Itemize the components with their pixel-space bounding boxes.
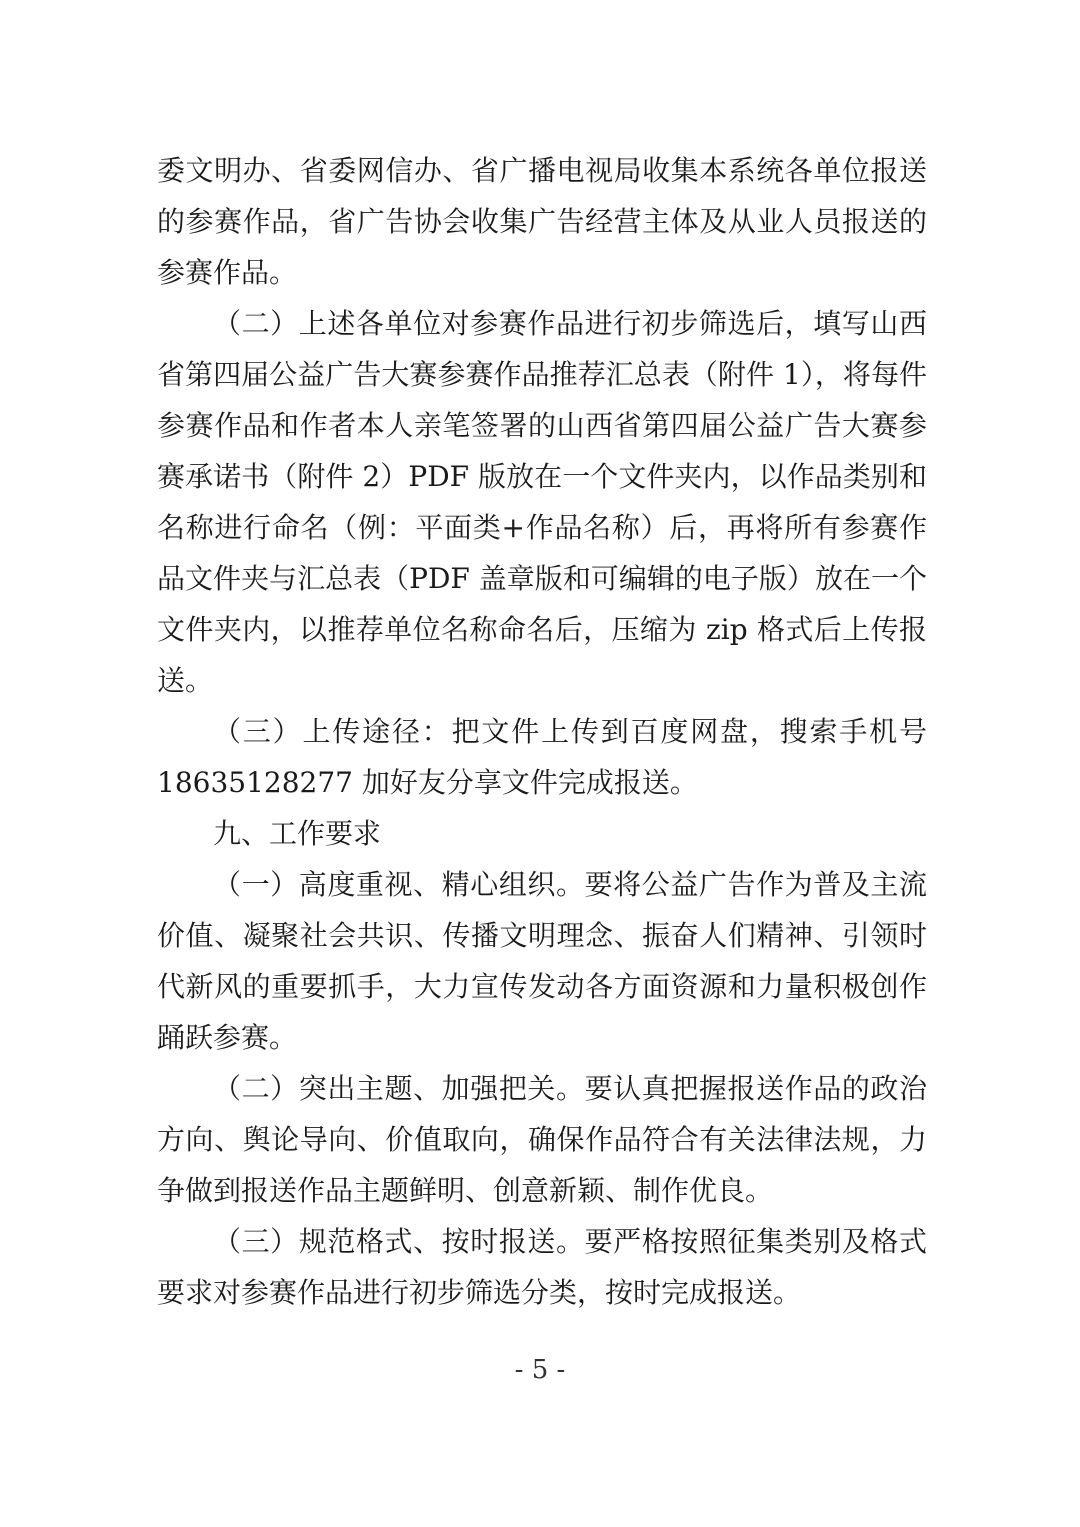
section-heading-work-requirements: 九、工作要求 <box>213 817 382 850</box>
paragraph-requirement-1: （一）高度重视、精心组织。要将公益广告作为普及主流价值、凝聚社会共识、传播文明理念、振奋人们精神、引领时代新风的重要抓手，大力宣传发动各方面资源和力量积极创作踊跃参赛。 <box>157 868 927 1054</box>
document-body <box>157 145 927 1318</box>
paragraph-requirement-2: （二）突出主题、加强把关。要认真把握报送作品的政治方向、舆论导向、价值取向，确保作品符合有关法律法规，力争做到报送作品主题鲜明、创意新颖、制作优良。 <box>157 1072 927 1207</box>
paragraph-requirement-3: （三）规范格式、按时报送。要严格按照征集类别及格式要求对参赛作品进行初步筛选分类，按时完成报送。 <box>157 1225 927 1309</box>
paragraph-submission-steps: （二）上述各单位对参赛作品进行初步筛选后，填写山西省第四届公益广告大赛参赛作品推荐汇总表（附件 1），将每件参赛作品和作者本人亲笔签署的山西省第四届公益广告大赛参赛承诺书（附件 2）PDF 版放在一个文件夹内，以作品类别和名称进行命名（例：平面类+作品名称）后，再将所有参赛作品文件夹与汇总表（PDF 盖章版和可编辑的电子版）放在一个文件夹内，以推荐单位名称命名后，压缩为 zip 格式后上传报送。 <box>157 307 927 697</box>
page-number: - 5 - <box>514 1355 566 1385</box>
paragraph-upload-method: （三）上传途径：把文件上传到百度网盘，搜索手机号18635128277 加好友分享文件完成报送。 <box>157 715 927 799</box>
paragraph-continuation: 委文明办、省委网信办、省广播电视局收集本系统各单位报送的参赛作品，省广告协会收集广告经营主体及从业人员报送的参赛作品。 <box>157 154 927 289</box>
